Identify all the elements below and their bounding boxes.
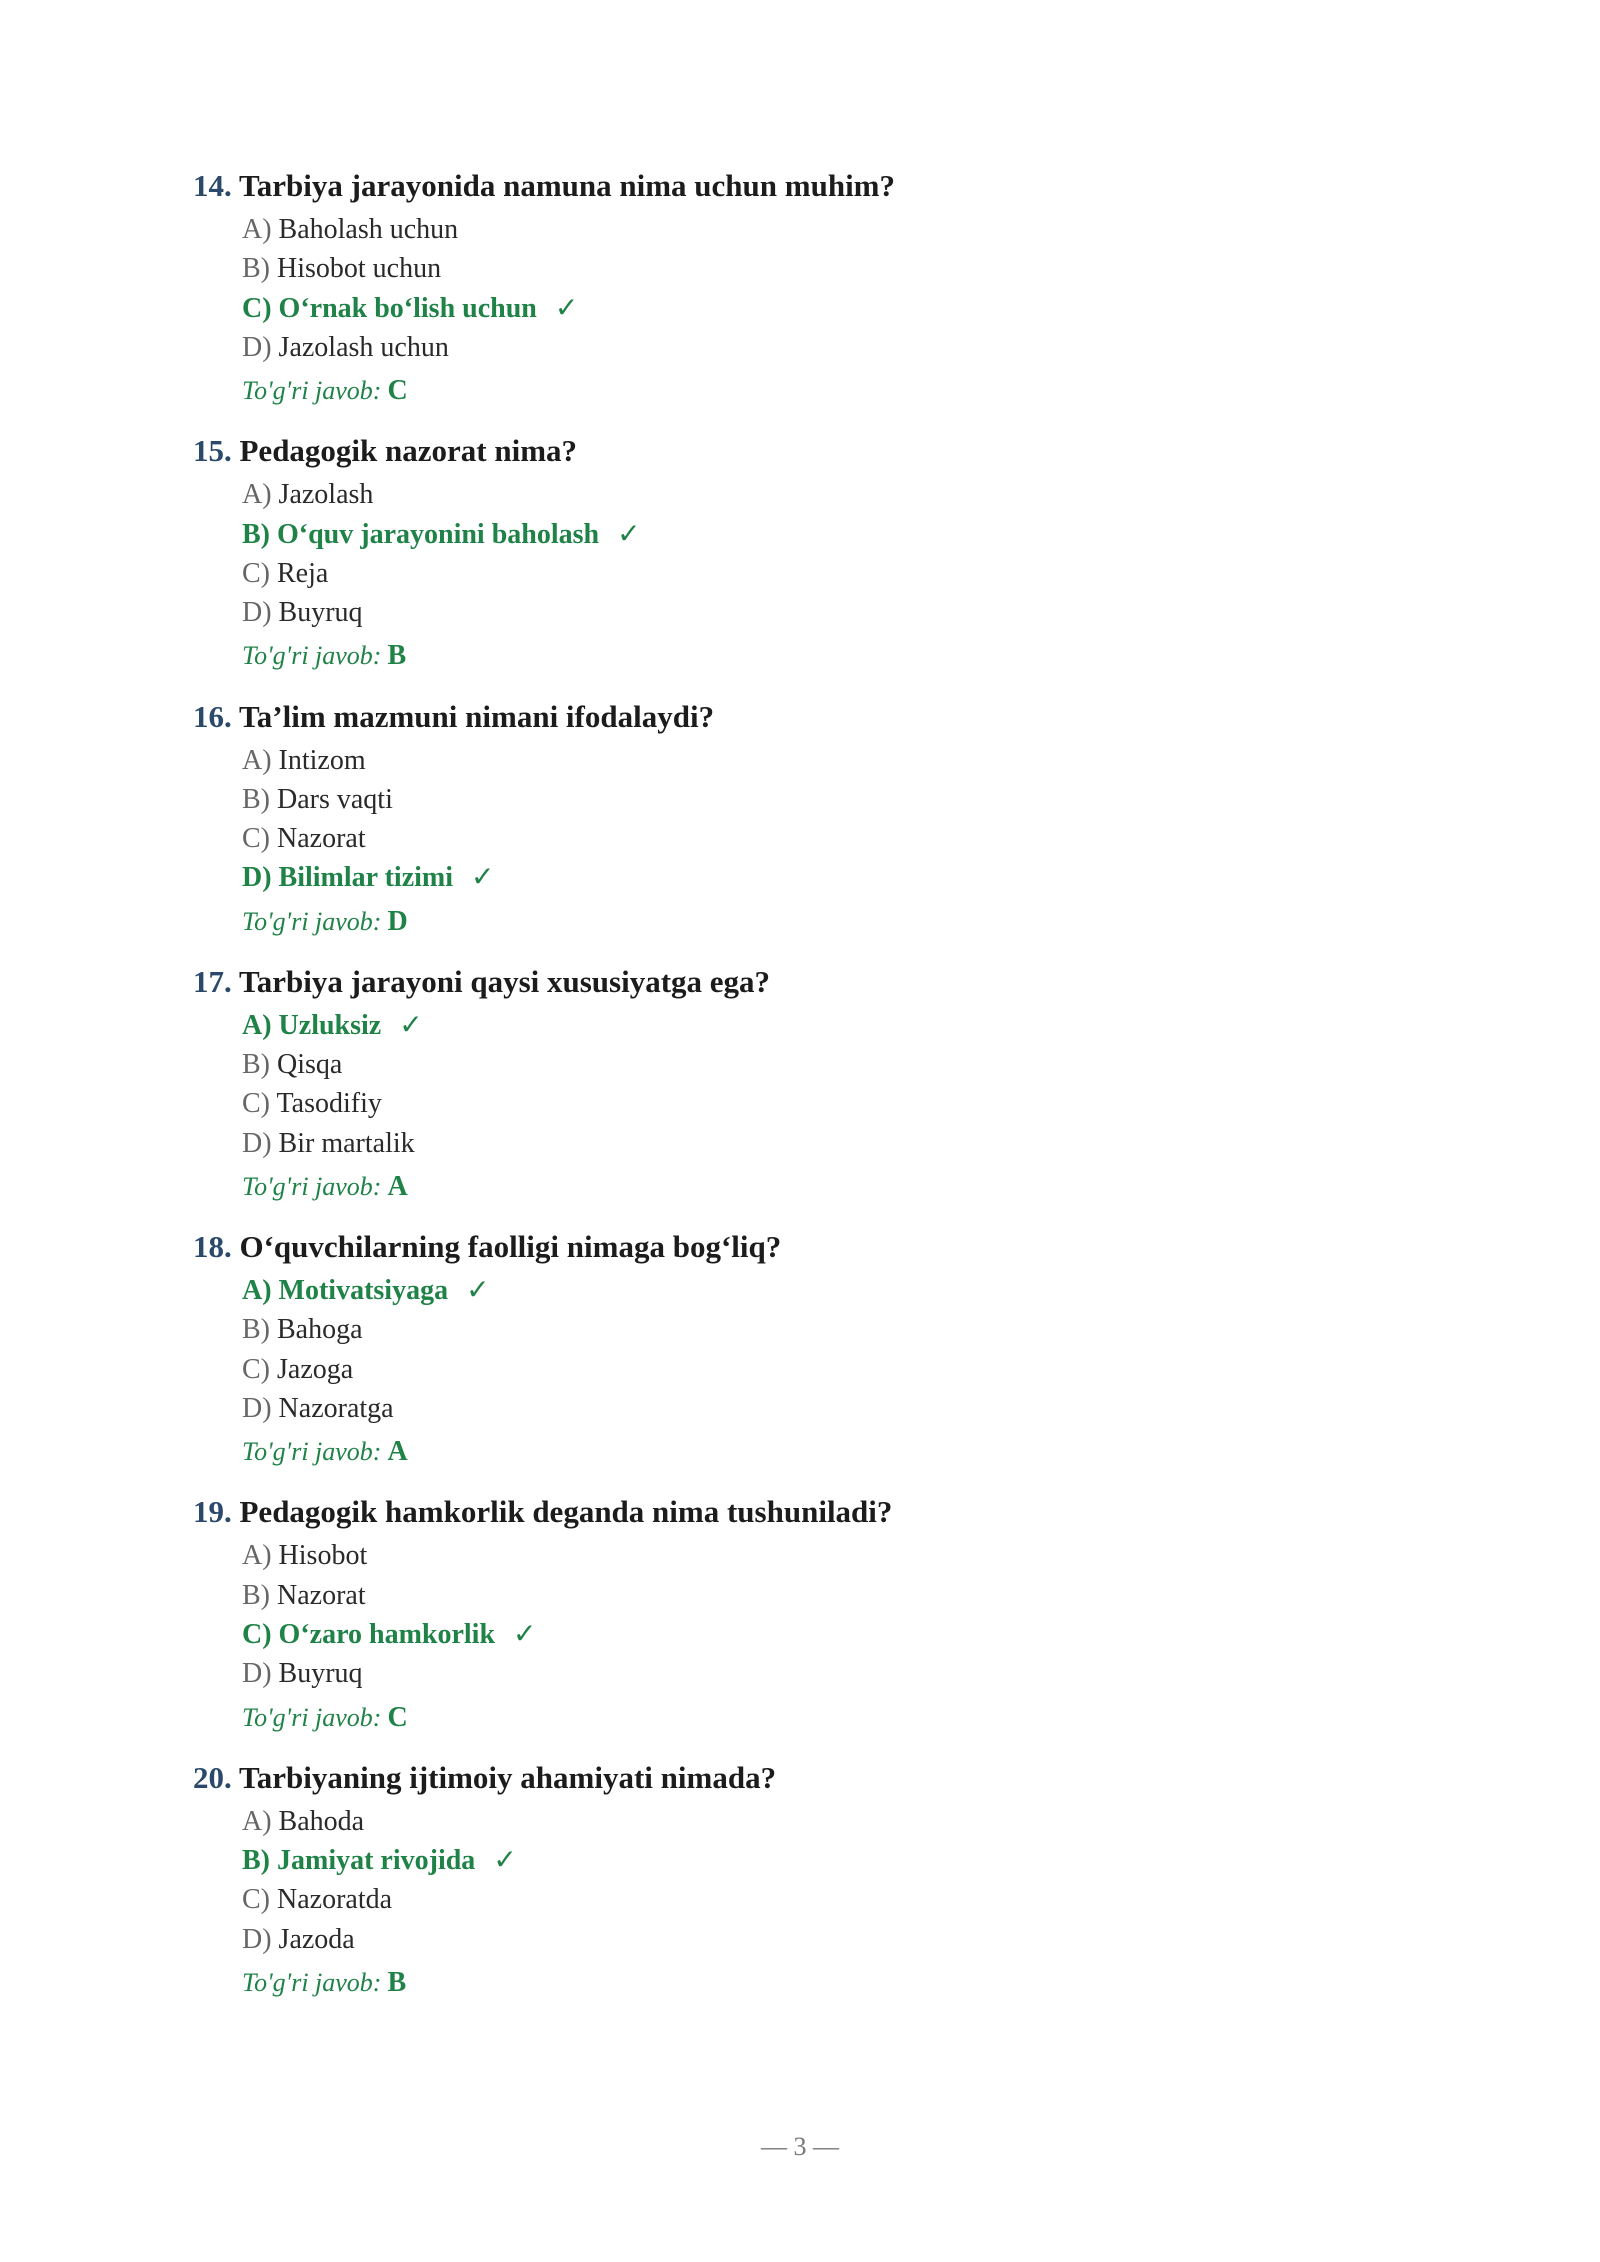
option [242,1310,1413,1349]
question-text: O‘quvchilarning faolligi nimaga bog‘liq? [239,1229,782,1265]
correct-answer-line [242,1167,1413,1207]
question-block [193,1758,1413,2023]
question-title [193,1492,1413,1532]
answer-options [242,475,1413,632]
option-letter: B) [242,783,270,815]
answer-label: To'g'ri javob: [242,1437,382,1467]
option [242,1084,1413,1123]
option-text: Buyruq [278,597,363,629]
correct-answer-line [242,1432,1413,1472]
option-letter: D) [242,862,272,894]
question-title [193,166,1413,206]
correct-answer-line [242,902,1413,942]
question-block [193,697,1413,962]
option [242,249,1413,288]
answer-options [242,1006,1413,1163]
question-text: Pedagogik hamkorlik deganda nima tushuniladi? [239,1494,893,1530]
option [242,1576,1413,1615]
answer-label: To'g'ri javob: [242,1967,382,1997]
option [242,1536,1413,1575]
question-list [193,166,1413,2023]
option-text: Jazolash [278,479,374,511]
option [242,1802,1413,1841]
option-letter: A) [242,744,272,776]
check-mark-icon: ✓ [466,1275,490,1307]
option [242,819,1413,858]
option-text: Hisobot [278,1540,368,1572]
question-title [193,1758,1413,1798]
correct-option [242,289,1413,328]
answer-letter: D [387,905,408,937]
option-text: Nazorat [277,823,366,855]
option-letter: A) [242,1540,272,1572]
answer-options [242,1271,1413,1428]
option-text: Jazoga [277,1353,354,1385]
answer-options [242,210,1413,367]
option-text: Tasodifiy [276,1088,382,1120]
question-title [193,962,1413,1002]
option [242,593,1413,632]
option-text: Dars vaqti [277,783,393,815]
correct-option [242,1271,1413,1310]
option-letter: B) [242,518,270,550]
option [242,1124,1413,1163]
question-number: 15. [193,433,232,469]
option [242,328,1413,367]
answer-label: To'g'ri javob: [242,1172,382,1202]
option-letter: D) [242,1658,272,1690]
option [242,1389,1413,1428]
correct-answer-line [242,636,1413,676]
option [242,210,1413,249]
correct-option [242,1615,1413,1654]
question-number: 17. [193,963,232,999]
option-letter: D) [242,1393,272,1425]
option-letter: B) [242,253,270,285]
answer-letter: B [387,640,407,672]
option-text: Intizom [278,744,366,776]
check-mark-icon: ✓ [399,1009,423,1041]
option-letter: B) [242,1049,270,1081]
question-text: Pedagogik nazorat nima? [239,433,578,469]
answer-label: To'g'ri javob: [242,906,382,936]
option-text: Jazoda [278,1923,355,1955]
answer-label: To'g'ri javob: [242,1702,382,1732]
option-text: Hisobot uchun [277,253,442,285]
option-text: Baholash uchun [278,214,459,245]
check-mark-icon: ✓ [493,1845,517,1877]
option-letter: A) [242,479,272,511]
question-number: 19. [193,1494,232,1530]
option-letter: B) [242,1845,270,1877]
answer-label: To'g'ri javob: [242,641,382,671]
option [242,554,1413,593]
question-block [193,962,1413,1227]
option-letter: C) [242,823,270,855]
option-text: Nazorat [277,1579,366,1611]
option-letter: A) [242,214,272,245]
page-number: — 3 — [761,2132,839,2161]
option-text: Jamiyat rivojida [277,1845,476,1877]
correct-answer-line [242,371,1413,411]
option [242,475,1413,514]
option-text: Buyruq [278,1658,363,1690]
option-letter: A) [242,1009,272,1041]
option-text: Bahoga [277,1314,363,1346]
check-mark-icon: ✓ [554,292,579,324]
option-letter: C) [242,292,272,324]
option-letter: A) [242,1805,272,1837]
option-text: Bir martalik [278,1127,415,1159]
question-number: 18. [193,1229,232,1265]
option-text: Uzluksiz [278,1009,382,1041]
option-text: O‘quv jarayonini baholash [277,518,600,550]
check-mark-icon: ✓ [471,862,495,894]
question-number: 14. [193,168,232,203]
correct-option [242,1006,1413,1045]
option [242,1045,1413,1084]
option-letter: C) [242,1884,270,1916]
option-text: Qisqa [277,1049,343,1081]
option-letter: A) [242,1275,272,1307]
option-letter: C) [242,557,270,589]
option-letter: C) [242,1619,272,1651]
correct-option [242,858,1413,897]
question-text: Tarbiya jarayoni qaysi xususiyatga ega? [238,963,771,999]
answer-letter: C [387,1701,408,1733]
option-letter: D) [242,331,272,363]
option-letter: D) [242,1127,272,1159]
option [242,1920,1413,1959]
question-title [193,431,1413,471]
option-text: Motivatsiyaga [278,1275,449,1307]
option-text: O‘zaro hamkorlik [278,1619,496,1651]
answer-letter: C [387,375,408,407]
answer-options [242,1536,1413,1693]
answer-letter: A [387,1171,408,1203]
option-letter: D) [242,1923,272,1955]
option-text: Jazolash uchun [278,331,449,363]
option [242,1350,1413,1389]
option-text: Nazoratda [277,1884,393,1916]
option-letter: C) [242,1353,270,1385]
question-text: Tarbiya jarayonida namuna nima uchun muhim? [238,168,896,203]
option [242,1880,1413,1919]
question-block [193,431,1413,696]
answer-label: To'g'ri javob: [242,376,382,406]
correct-answer-line [242,1698,1413,1738]
option-text: Bahoda [278,1805,365,1837]
question-number: 20. [193,1759,232,1795]
answer-letter: A [387,1436,408,1468]
question-text: Ta’lim mazmuni nimani ifodalaydi? [238,698,715,734]
option-text: Reja [277,557,329,589]
check-mark-icon: ✓ [513,1619,537,1651]
option [242,741,1413,780]
answer-options [242,1802,1413,1959]
option [242,780,1413,819]
option-letter: B) [242,1314,270,1346]
check-mark-icon: ✓ [617,518,641,550]
question-block [193,1492,1413,1757]
answer-letter: B [387,1966,407,1998]
question-number: 16. [193,698,232,734]
question-block [193,1227,1413,1492]
option-letter: B) [242,1579,270,1611]
answer-options [242,741,1413,898]
question-block [193,166,1413,431]
option-text: O‘rnak bo‘lish uchun [278,292,537,324]
correct-option [242,515,1413,554]
option [242,1654,1413,1693]
option-text: Nazoratga [278,1393,394,1425]
correct-option [242,1841,1413,1880]
correct-answer-line [242,1963,1413,2003]
option-text: Bilimlar tizimi [278,862,453,894]
question-title [193,1227,1413,1267]
question-text: Tarbiyaning ijtimoiy ahamiyati nimada? [238,1759,777,1795]
option-letter: D) [242,597,272,629]
question-title [193,697,1413,737]
option-letter: C) [242,1088,270,1120]
